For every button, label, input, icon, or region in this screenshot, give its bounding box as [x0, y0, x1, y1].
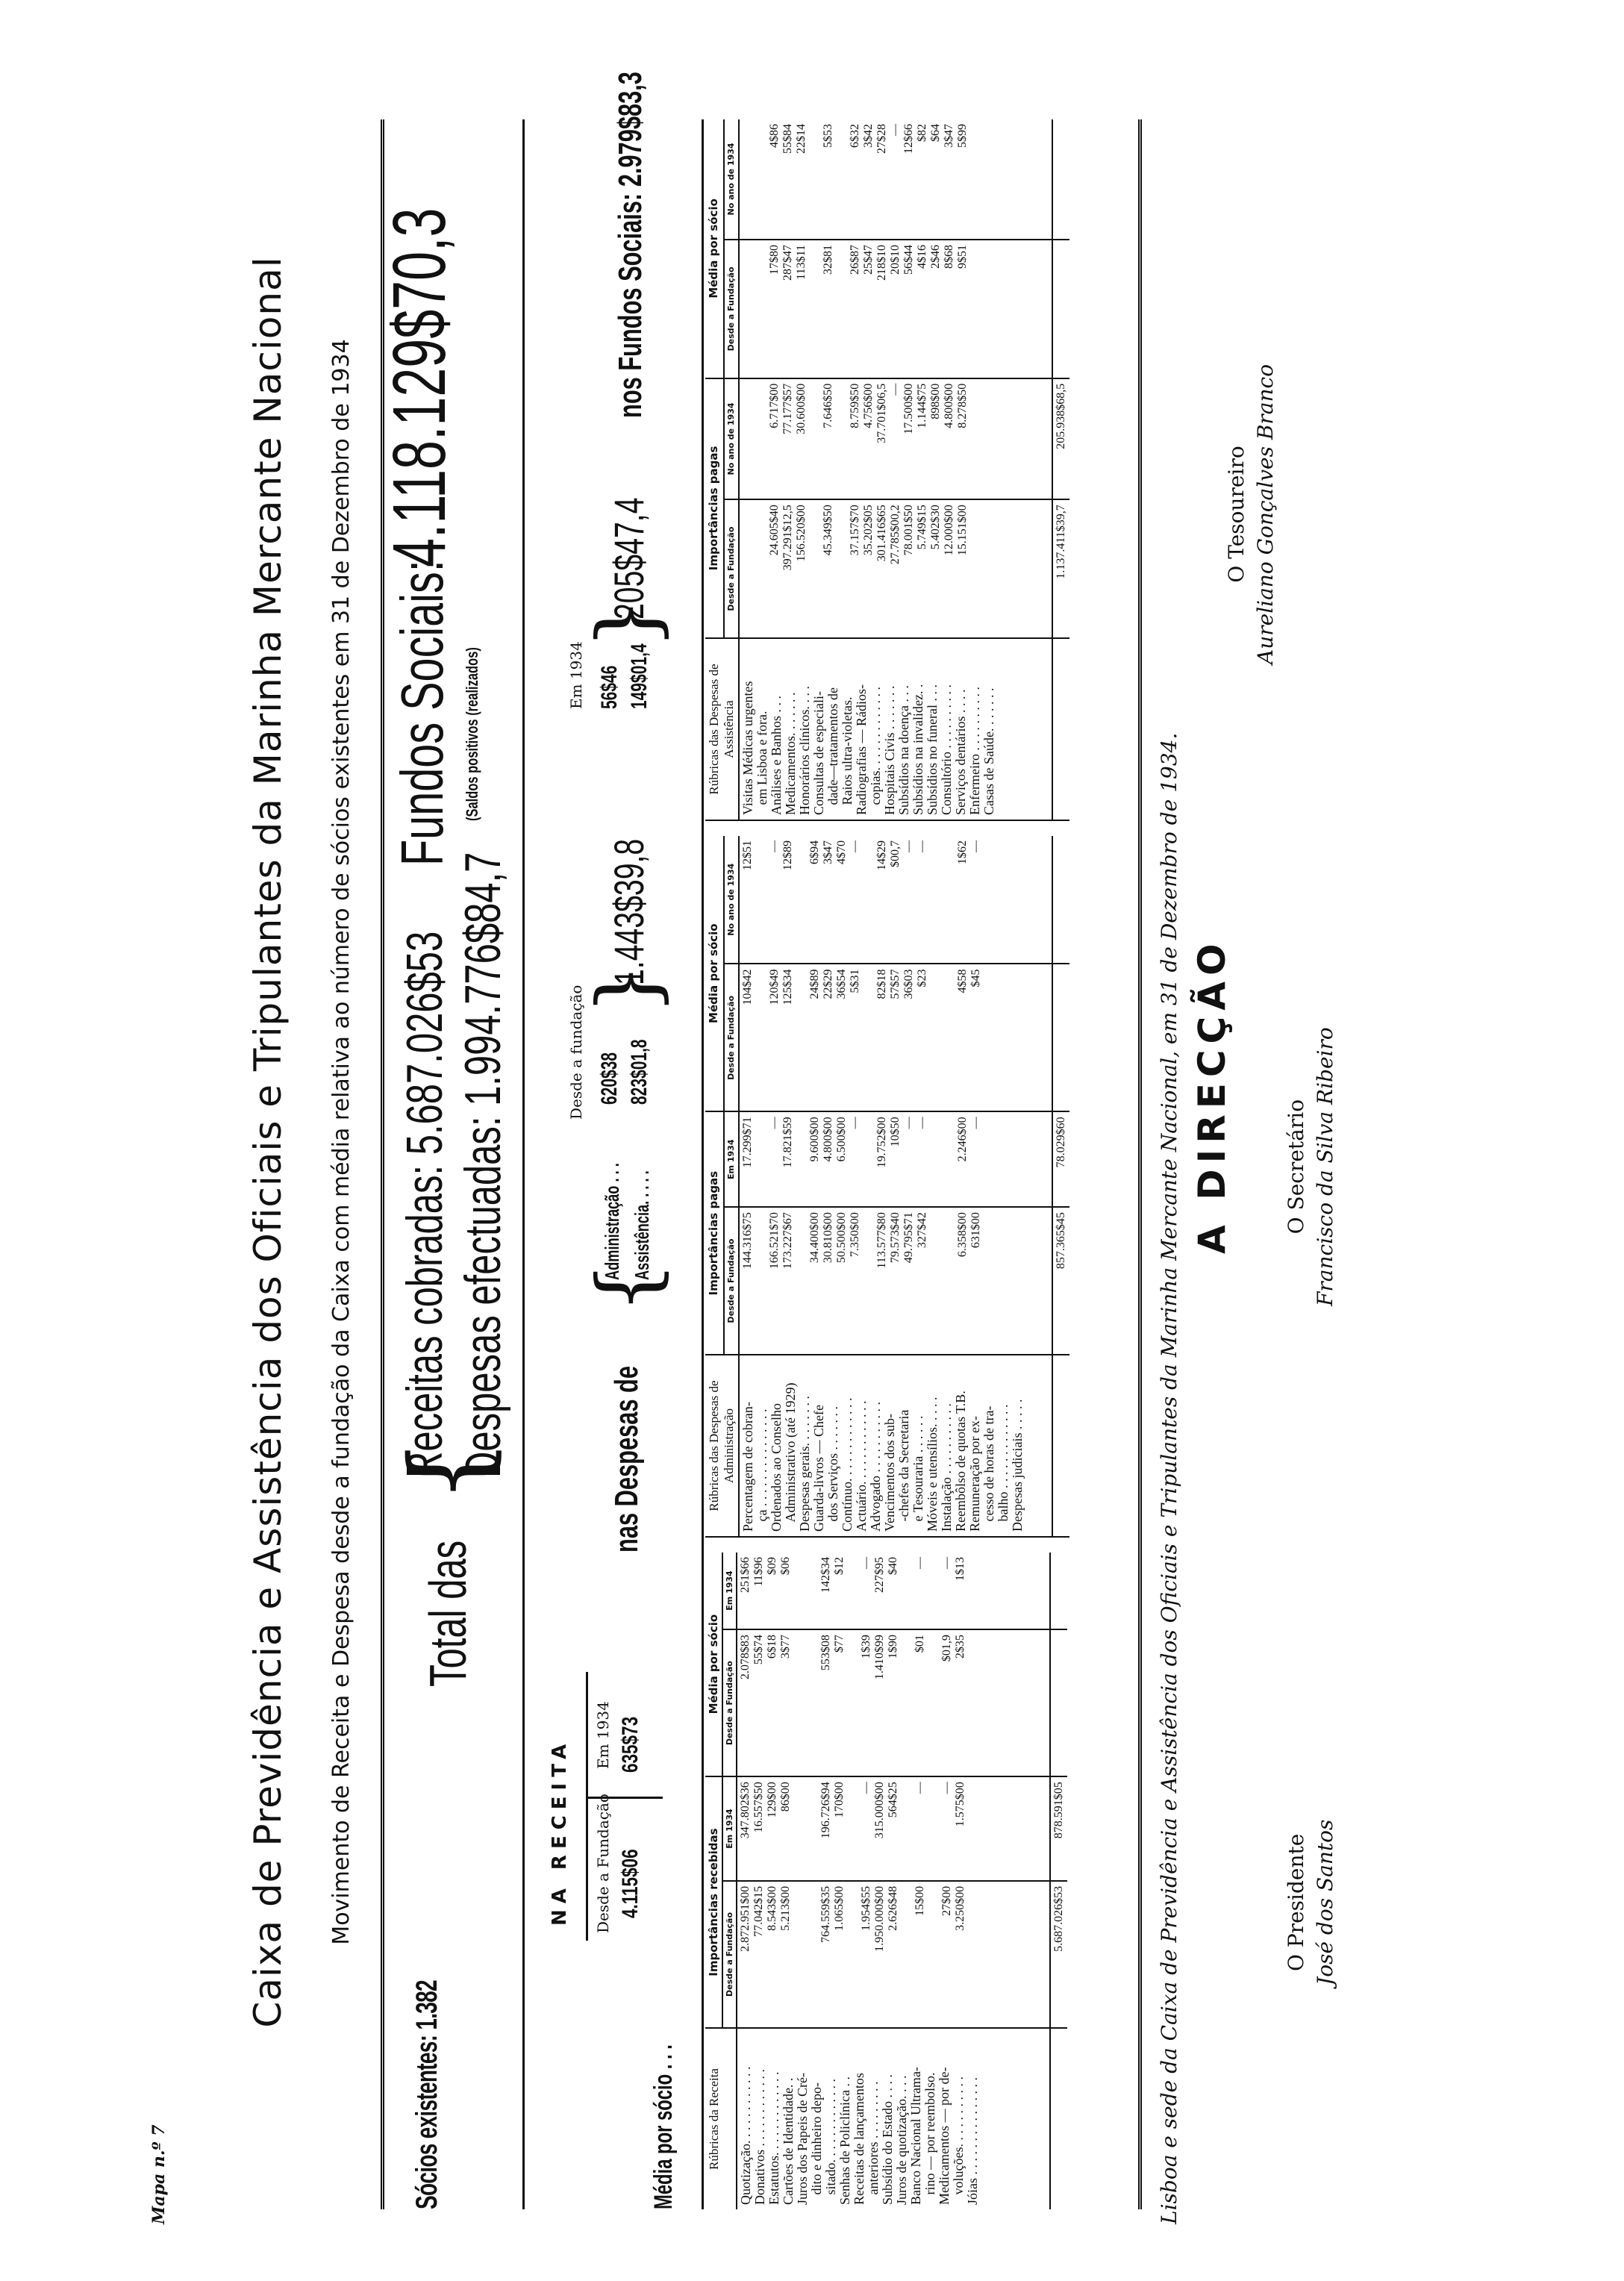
- adm-total-desde: 857.365$45: [1052, 1207, 1069, 1355]
- map-number: Mapa n.º 7: [149, 2124, 169, 2224]
- col-em1934: Em 1934: [724, 1111, 739, 1207]
- receita-total-label: [1050, 2028, 1067, 2209]
- col-em1934: Em 1934: [722, 1776, 737, 1881]
- ass-rubricas: Visitas Médicas urgentes em Lisboa e fora. Análises e Banhos . . . Medicamentos. . . . . . . Honorários clínicos. . . . Consultas de especiali- dade—tratamentos de Raios ultra-violetas. Radiografias — Rádios- copias. . . . . . . . . . . . . Hospitais Civis . . . . . . . Subsídios na doença . . . Subsídios na invalidez. . Subsídios no funeral . . . Consultório . . . . . . . . . . Serviços dentários . . . . Enfermeiro . . . . . . . . . . Casas de Saúde. . . . . . .: [739, 638, 1052, 820]
- col-importancias: Importâncias pagas: [705, 378, 724, 638]
- col-desde: Desde a Fundação: [724, 1207, 739, 1355]
- adm-total-empty: [1052, 964, 1069, 1111]
- col-desde: Desde a Fundação: [722, 1881, 737, 2028]
- em-1934-label: Em 1934: [594, 1701, 612, 1769]
- col-media: Média por sócio: [705, 1553, 722, 1776]
- presidente-name: José dos Santos: [1313, 1819, 1337, 1985]
- secretario-name: Francisco da Silva Ribeiro: [1313, 1027, 1337, 1306]
- secretario-role: O Secretário: [1284, 1099, 1308, 1235]
- media-despesas-1934-total: 205$47,4: [605, 497, 652, 620]
- footer-place-date: Lisboa e sede da Caixa de Previdência e Assistência dos Oficiais e Tripulantes da Marinha Mercante Nacional, em 31 de Dezembro de 1934.: [1157, 732, 1181, 2224]
- ass-total-label: [1052, 638, 1069, 820]
- receita-total-desde: 5.687.026$53: [1050, 1881, 1067, 2028]
- adm-desde-values: 144.316$75 166.521$70 173.227$67 34.400$00 30.810$00 50.500$00 7.350$00 113.577$80 79.573$40 49.795$71 327$42 6.358$00 631$00: [739, 1207, 1052, 1355]
- col-media-1934: No ano de 1934: [724, 119, 739, 240]
- presidente-role: O Presidente: [1284, 1833, 1308, 1971]
- col-rubricas: Rúbricas das Despesas de Administração: [705, 1355, 739, 1537]
- receitas-cobradas: [396, 932, 454, 1478]
- fundos-sociais-label: Fundos Sociais:: [389, 560, 455, 866]
- em-1934-label-2: Em 1934: [567, 641, 585, 709]
- adm-media-desde-values: 104$42 120$49 125$34 24$89 22$29 36$54 5$31 82$18 57$57 36$03 $23 4$58 $45: [739, 964, 1052, 1111]
- tesoureiro-name: Aureliano Gonçalves Branco: [1253, 363, 1278, 664]
- socios-existentes: Sócios existentes: 1.382: [410, 1980, 443, 2209]
- desde-fundacao-label: Desde a Fundação: [594, 1794, 612, 1933]
- despesas-value: 1.994.776$84,7: [455, 852, 511, 1106]
- signature-presidente: [1284, 1820, 1337, 1985]
- receita-media-desde-values: 2.078$83 55$74 6$18 3$77 553$08 $77 1$39 1.410$99 1$90 $01 $01,9 2$35: [737, 1629, 1050, 1776]
- ass-total-empty: [1052, 119, 1069, 240]
- administracao-value: 620$38: [597, 1052, 622, 1105]
- receita-total-empty: [1050, 1629, 1067, 1776]
- em-1934-value: 635$73: [618, 1716, 643, 1773]
- col-importancias: Importâncias pagas: [705, 1111, 724, 1355]
- col-media: Média por sócio: [705, 119, 724, 378]
- col-media: Média por sócio: [705, 836, 724, 1111]
- adm-total-1934: 78.029$60: [1052, 1111, 1069, 1207]
- tesoureiro-role: O Tesoureiro: [1224, 446, 1249, 583]
- nas-despesas-label: nas Despesas de: [608, 1366, 645, 1553]
- receita-desde-values: 2.872.951$00 77.042$15 8.543$00 5.213$00 764.559$35 1.065$00 1.954$55 1.950.000$00 2.626$48 15$00 27$00 3.250$00: [737, 1881, 1050, 2028]
- ass-total-1934: 205.938$68,5: [1052, 378, 1069, 499]
- col-rubricas: Rúbricas das Despesas de Assistência: [705, 638, 739, 820]
- signature-tesoureiro: [1224, 364, 1278, 664]
- receita-table: [705, 1553, 1067, 2209]
- ass-total-desde: 1.137.411$39,7: [1052, 499, 1069, 638]
- col-media-1934: Em 1934: [722, 1553, 737, 1629]
- despesas-efectuadas: [454, 852, 512, 1478]
- col-rubricas: Rúbricas da Receita: [705, 2028, 737, 2209]
- adm-1934-values: 17.299$71 — 17.821$59 9.600$00 4.800$00 6.500$00 — 19.752$00 10$50 — — 2.246$00 —: [739, 1111, 1052, 1207]
- assistencia-table: [705, 119, 1069, 821]
- mid-rule: [522, 119, 525, 2209]
- col-media-1934: No ano de 1934: [724, 836, 739, 964]
- despesas-label: Despesas efectuadas:: [455, 1116, 511, 1478]
- ass-desde-values: 24.605$40 397.291$12,5 156.520$00 45.349$50 37.157$70 35.202$05 301.416$65 27.785$00,2 78.001$50 5.749$15 5.402$30 12.000$00 15.151$00: [739, 499, 1052, 638]
- media-despesas-total: 1.443$39,8: [605, 838, 652, 985]
- adm-rubricas: Percentagem de cobran- ça . . . . . . . . . . . . . . . Ordenados ao Conselho Administrativo (até 1929) Despesas gerais. . . . . . . . Guarda-livros — Chefe dos Serviços . . . . . . . Contínuo. . . . . . . . . . . . . Actuário. . . . . . . . . . . . . Advogado . . . . . . . . . . . Vencimentos dos sub- -chefes da Secretaria e Tesouraria . . . . . . Móveis e utensílios. . . . . Instalação . . . . . . . . . . . Reembôlso de quotas T.B. Remuneração por ex- cesso de horas de tra- balho . . . . . . . . . . . . . Despesas judiciais . . . . .: [739, 1355, 1052, 1537]
- receitas-label: Receitas cobradas:: [396, 1164, 453, 1478]
- ass-media-desde-values: 17$80 287$47 113$11 32$81 26$87 25$47 218$10 20$10 56$44 4$16 2$46 8$68 9$51: [739, 240, 1052, 378]
- administracao-label: Administração . . .: [601, 1163, 623, 1280]
- col-importancias: Importâncias recebidas: [705, 1776, 722, 2028]
- administracao-1934-value: 56$46: [597, 665, 622, 709]
- assistencia-1934-value: 149$01,4: [627, 643, 652, 709]
- receitas-value: 5.687.026$53: [396, 931, 453, 1155]
- desde-fundacao-value: 4.115$06: [618, 1849, 643, 1918]
- signature-secretario: [1284, 1027, 1337, 1306]
- col-media-desde: Desde a Fundação: [722, 1629, 737, 1776]
- na-receita-heading: NA RECEITA: [549, 1738, 571, 1926]
- fundos-sociais-value: 4.118.129$70,3: [378, 207, 461, 567]
- ass-1934-values: 6.717$00 77.177$57 30.600$00 7.646$50 8.759$50 4.756$00 37.701$06,5 — 17.500$00 1.144$75 898$00 4.800$00 8.278$50: [739, 378, 1052, 499]
- ass-total-empty: [1052, 240, 1069, 378]
- rotated-page: [149, 60, 1567, 2224]
- col-media-desde: Desde a Fundação: [724, 964, 739, 1111]
- receita-total-1934: 878.591$05: [1050, 1776, 1067, 1881]
- brace-symbol: }: [579, 963, 675, 1015]
- col-desde: Desde a Fundação: [724, 499, 739, 638]
- page-title: Caixa de Previdência e Assistência dos Oficiais e Tripulantes da Marinha Mercante Nacional: [246, 256, 290, 2028]
- col-em1934: No ano de 1934: [724, 378, 739, 499]
- receita-media-box: [586, 1672, 663, 1941]
- nos-fundos-sociais: nos Fundos Sociais: 2.979$83,3: [612, 72, 649, 418]
- bottom-rule: [1138, 119, 1142, 2209]
- ass-media-1934-values: 4$86 55$84 22$14 5$53 6$32 3$42 27$28 — 12$66 $82 $64 3$47 5$99: [739, 119, 1052, 240]
- col-media-desde: Desde a Fundação: [724, 240, 739, 378]
- desde-fundacao-label-2: Desde a fundação: [567, 985, 585, 1120]
- administracao-table: [705, 836, 1069, 1538]
- table-top-rule: [702, 119, 704, 2209]
- adm-total-empty: [1052, 836, 1069, 964]
- receita-total-empty: [1050, 1553, 1067, 1629]
- brace-symbol: {: [388, 1437, 510, 1504]
- assistencia-value: 823$01,8: [627, 1039, 652, 1105]
- assistencia-label: Assistência. . . . .: [631, 1170, 653, 1280]
- adm-media-1934-values: 12$51 — 12$89 6$94 3$47 4$70 — 14$29 $00,7 — — 1$62 —: [739, 836, 1052, 964]
- brace-symbol: }: [579, 597, 675, 649]
- saldos-note: (Saldos positivos (realizados): [463, 647, 481, 821]
- media-por-socio-label: Média por sócio . . .: [649, 2044, 678, 2209]
- direccao-heading: A DIRECÇÃO: [1190, 937, 1234, 1254]
- total-das-label: Total das: [419, 1540, 477, 1687]
- receita-media-1934-values: 251$66 11$96 $09 $06 142$34 $12 — 227$95 $40 — — 1$13: [737, 1553, 1050, 1629]
- brace-symbol: {: [579, 1261, 675, 1314]
- adm-total-label: [1052, 1355, 1069, 1537]
- page-subtitle: Movimento de Receita e Despesa desde a fundação da Caixa com média relativa ao número de sócios existentes em 31 de Dezembro de 1934: [328, 339, 355, 1945]
- receita-rubricas: Quotização. . . . . . . . . . . . Donativos . . . . . . . . . . . . Estatutos. . . . . . . . . . . . . Cartões de Identidade. . Juros dos Papeis de Cré- dito e dinheiro depo- sitado. . . . . . . . . . . . . Senhas de Policlínica . . Receitas de lançamentos anteriores . . . . . . . . . Subsídio do Estado . . . . Juros de quotização. . . . Banco Nacional Ultrama- rino — por reembolso. Medicamentos — por de- voluções. . . . . . . . . . . Jóias . . . . . . . . . . . . . . .: [738, 2066, 980, 2205]
- receita-1934-values: 347.802$36 16.557$50 129$00 86$00 196.726$94 170$00 — 315.000$00 564$25 — — 1.575$00: [737, 1776, 1050, 1881]
